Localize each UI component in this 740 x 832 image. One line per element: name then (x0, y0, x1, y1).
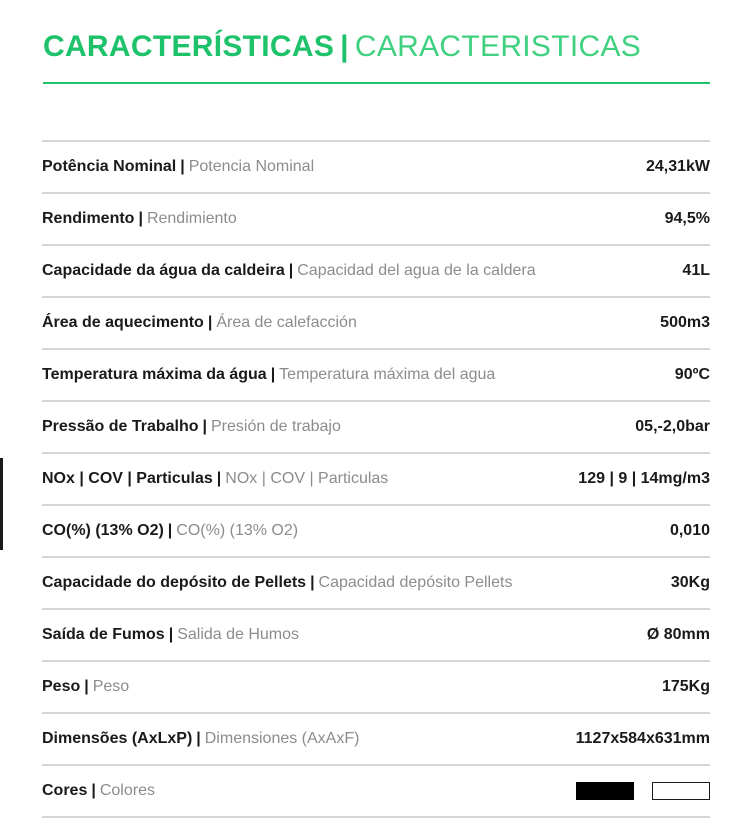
edge-mark (0, 458, 3, 550)
label-separator: | (91, 782, 96, 799)
title-pt: CARACTERÍSTICAS (43, 30, 335, 63)
spec-row-dimensions (42, 714, 710, 766)
label-separator: | (310, 574, 315, 591)
spec-label (42, 314, 357, 332)
spec-value: 500m3 (660, 314, 710, 331)
spec-label-pt: Pressão de Trabalho (42, 418, 199, 435)
spec-label-pt: NOx | COV | Particulas (42, 470, 213, 487)
spec-row-weight (42, 662, 710, 714)
spec-label-pt: Rendimento (42, 210, 135, 227)
spec-label (42, 574, 512, 592)
spec-label-es: Peso (92, 678, 130, 695)
spec-label (42, 678, 129, 696)
label-separator: | (180, 158, 185, 175)
spec-label-pt: CO(%) (13% O2) (42, 522, 164, 539)
spec-value: 1127x584x631mm (575, 730, 710, 747)
label-separator: | (168, 626, 174, 643)
spec-label-pt: Saída de Fumos (42, 626, 165, 643)
spec-label-es: Área de calefacción (216, 314, 357, 331)
spec-value: 05,-2,0bar (635, 418, 710, 435)
spec-label-pt: Capacidade da água da caldeira (42, 262, 285, 279)
spec-value: 41L (682, 262, 710, 279)
spec-label (42, 262, 536, 280)
label-separator: | (84, 678, 89, 695)
spec-label-es: Capacidad del agua de la caldera (297, 262, 536, 279)
spec-value: 129 | 9 | 14mg/m3 (578, 470, 710, 487)
spec-label-es: Colores (99, 782, 155, 799)
spec-value: 94,5% (664, 210, 710, 227)
spec-label (42, 626, 299, 644)
spec-value: 90ºC (674, 366, 710, 383)
spec-value: Ø 80mm (646, 626, 710, 643)
label-separator: | (202, 418, 207, 435)
spec-label-es: Dimensiones (AxAxF) (204, 730, 360, 747)
title-separator: | (340, 30, 349, 63)
spec-row-colors (42, 766, 710, 818)
spec-row-max-temperature (42, 350, 710, 402)
color-swatch-black[interactable] (576, 782, 634, 800)
label-separator: | (196, 730, 201, 747)
label-separator: | (167, 522, 173, 539)
spec-label-es: Temperatura máxima del agua (279, 366, 496, 383)
label-separator: | (288, 262, 294, 279)
spec-label (42, 366, 495, 384)
spec-table (42, 140, 710, 818)
spec-label-es: Salida de Humos (177, 626, 300, 643)
spec-row-water-capacity (42, 246, 710, 298)
spec-label-pt: Peso (42, 678, 81, 695)
title-es: CARACTERISTICAS (354, 30, 642, 63)
spec-label-es: CO(%) (13% O2) (176, 522, 299, 539)
spec-row-efficiency (42, 194, 710, 246)
spec-value: 24,31kW (645, 158, 710, 175)
spec-row-co (42, 506, 710, 558)
label-separator: | (207, 314, 213, 331)
spec-label-es: NOx | COV | Particulas (225, 470, 389, 487)
spec-row-flue-outlet (42, 610, 710, 662)
title-underline (43, 82, 710, 84)
spec-label (42, 418, 341, 436)
spec-row-working-pressure (42, 402, 710, 454)
spec-label (42, 470, 388, 488)
spec-label (42, 210, 237, 228)
spec-row-pellet-capacity (42, 558, 710, 610)
spec-label (42, 782, 155, 800)
spec-label-pt: Temperatura máxima da água (42, 366, 267, 383)
spec-label-es: Presión de trabajo (211, 418, 341, 435)
label-separator: | (138, 210, 143, 227)
spec-label-es: Potencia Nominal (188, 158, 315, 175)
spec-label (42, 158, 314, 176)
spec-row-emissions (42, 454, 710, 506)
spec-label-pt: Potência Nominal (42, 158, 177, 175)
spec-row-heating-area (42, 298, 710, 350)
color-swatch-white[interactable] (652, 782, 710, 800)
page-title (43, 30, 641, 64)
spec-label (42, 522, 298, 540)
label-separator: | (270, 366, 276, 383)
spec-value: 175Kg (661, 678, 710, 695)
spec-row-power (42, 142, 710, 194)
spec-label-pt: Área de aquecimento (42, 314, 204, 331)
spec-label (42, 730, 359, 748)
spec-value: 0,010 (669, 522, 710, 539)
spec-label-es: Rendimiento (146, 210, 237, 227)
spec-label-pt: Dimensões (AxLxP) (42, 730, 193, 747)
spec-label-pt: Cores (42, 782, 88, 799)
color-swatches (576, 782, 710, 800)
label-separator: | (216, 470, 222, 487)
spec-label-pt: Capacidade do depósito de Pellets (42, 574, 307, 591)
spec-value: 30Kg (670, 574, 710, 591)
spec-label-es: Capacidad depósito Pellets (318, 574, 513, 591)
